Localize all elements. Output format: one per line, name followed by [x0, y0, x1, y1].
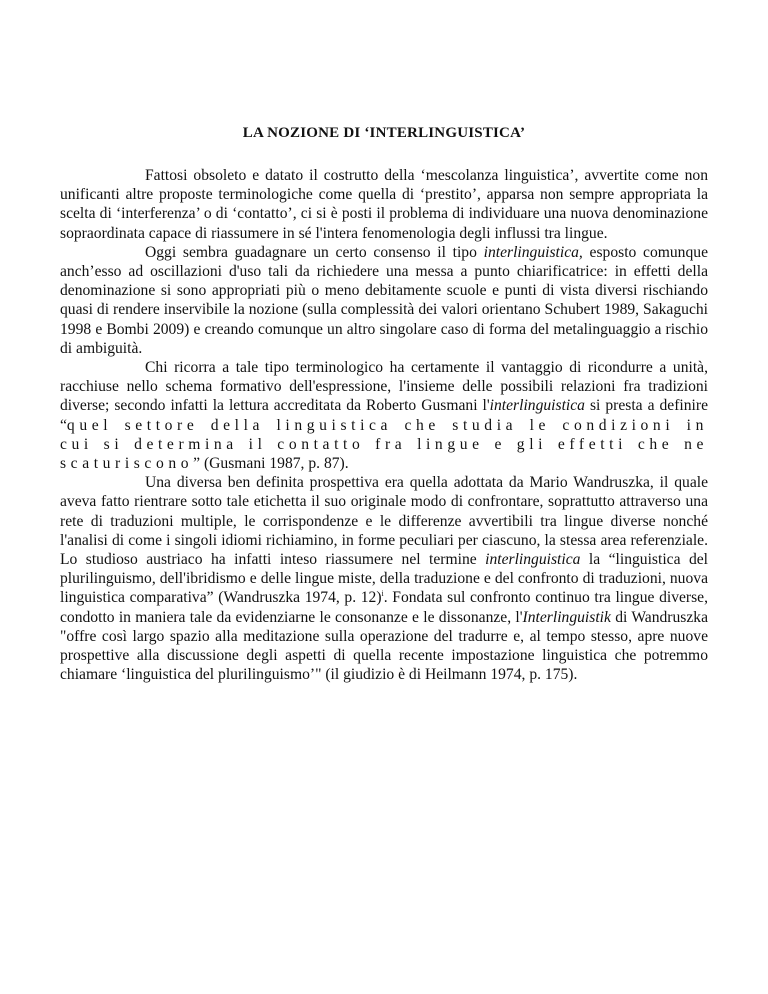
paragraph-4-term-2: Interlinguistik [522, 608, 611, 626]
paragraph-4-text-c: . Fondata sul confronto continuo tra lingue diverse, condotto in maniera tale da evidenziarne le consonanze e le dissonanze, l' [60, 589, 708, 626]
paragraph-4 [60, 473, 708, 684]
paragraph-3-term: interlinguistica [489, 397, 585, 415]
footnote-marker[interactable]: i [381, 589, 384, 599]
paragraph-4-text-a: Una diversa ben definita prospettiva era quella adottata da Mario Wandruszka, il quale aveva fatto rientrare sotto tale etichetta il suo originale modo di confrontare, soprattutto attraverso una rete di traduzioni multiple, le corrispondenze e le differenze avvertibili tra lingue diverse nonché l'analisi di come i singoli idiomi richiamino, in forme peculiari per ciascuno, la stessa area referenziale. Lo studioso austriaco ha infatti inteso riassumere nel termine [60, 474, 708, 569]
paragraph-3-quote: quel settore della linguistica che studia le condizioni in cui si determina il contatto fra lingue e gli effetti che ne scaturiscono [60, 416, 708, 473]
paragraph-3-text-c: ” (Gusmani 1987, p. 87). [193, 455, 349, 473]
document-body [60, 166, 708, 684]
paragraph-2-text-a: Oggi sembra guadagnare un certo consenso il tipo [145, 243, 484, 261]
paragraph-4-text-d: di Wandruszka "offre così largo spazio alla meditazione sulla operazione del tradurre e, al tempo stesso, apre nuove prospettive alla discussione degli aspetti di quella recente impostazione linguistica che potremmo chiamare ‘linguistica del plurilinguismo’" (il giudizio è di Heilmann 1974, p. 175). [60, 608, 709, 684]
paragraph-3-text-a: Chi ricorra a tale tipo terminologico ha certamente il vantaggio di ricondurre a unità, racchiuse nello schema formativo dell'espressione, l'insieme delle possibili relazioni fra tradizioni diverse; secondo infatti la lettura accreditata da Roberto Gusmani l' [60, 359, 708, 415]
paragraph-4-text-b: la “linguistica del plurilinguismo, dell'ibridismo e delle lingue miste, della traduzione e del confronto di traduzioni, nuova linguistica comparativa” (Wandruszka 1974, p. 12) [60, 551, 708, 607]
document-title: LA NOZIONE DI ‘INTERLINGUISTICA’ [242, 125, 526, 141]
paragraph-2 [60, 243, 708, 358]
paragraph-1: Fattosi obsoleto e datato il costrutto della ‘mescolanza linguistica’, avvertite come non unificanti altre proposte terminologiche come quella di ‘prestito’, apparsa non sempre appropriata la scelta di ‘interferenza’ o di ‘contatto’, ci si è posti il problema di individuare una nuova denominazione sopraordinata capace di riassumere in sé l'intera fenomenologia degli influssi tra lingue. [60, 167, 708, 242]
paragraph-3 [60, 358, 708, 473]
paragraph-4-term-1: interlinguistica [485, 551, 581, 569]
paragraph-2-term: interlinguistica, [483, 243, 583, 261]
paragraph-2-text-b: esposto comunque anch’esso ad oscillazioni d'uso tali da richiedere una messa a punto chiarificatrice: in effetti della denominazione si sono appropriati più o meno debitamente scuole e punti di vista diversi rischiando quasi di rendere inservibile la nozione (sulla complessità dei valori orientano Schubert 1989, Sakaguchi 1998 e Bombi 2009) e creando comunque un altro singolare caso di forma del metalinguaggio a rischio di ambiguità. [60, 243, 708, 357]
paragraph-3-text-b: si presta a definire “ [60, 397, 708, 434]
